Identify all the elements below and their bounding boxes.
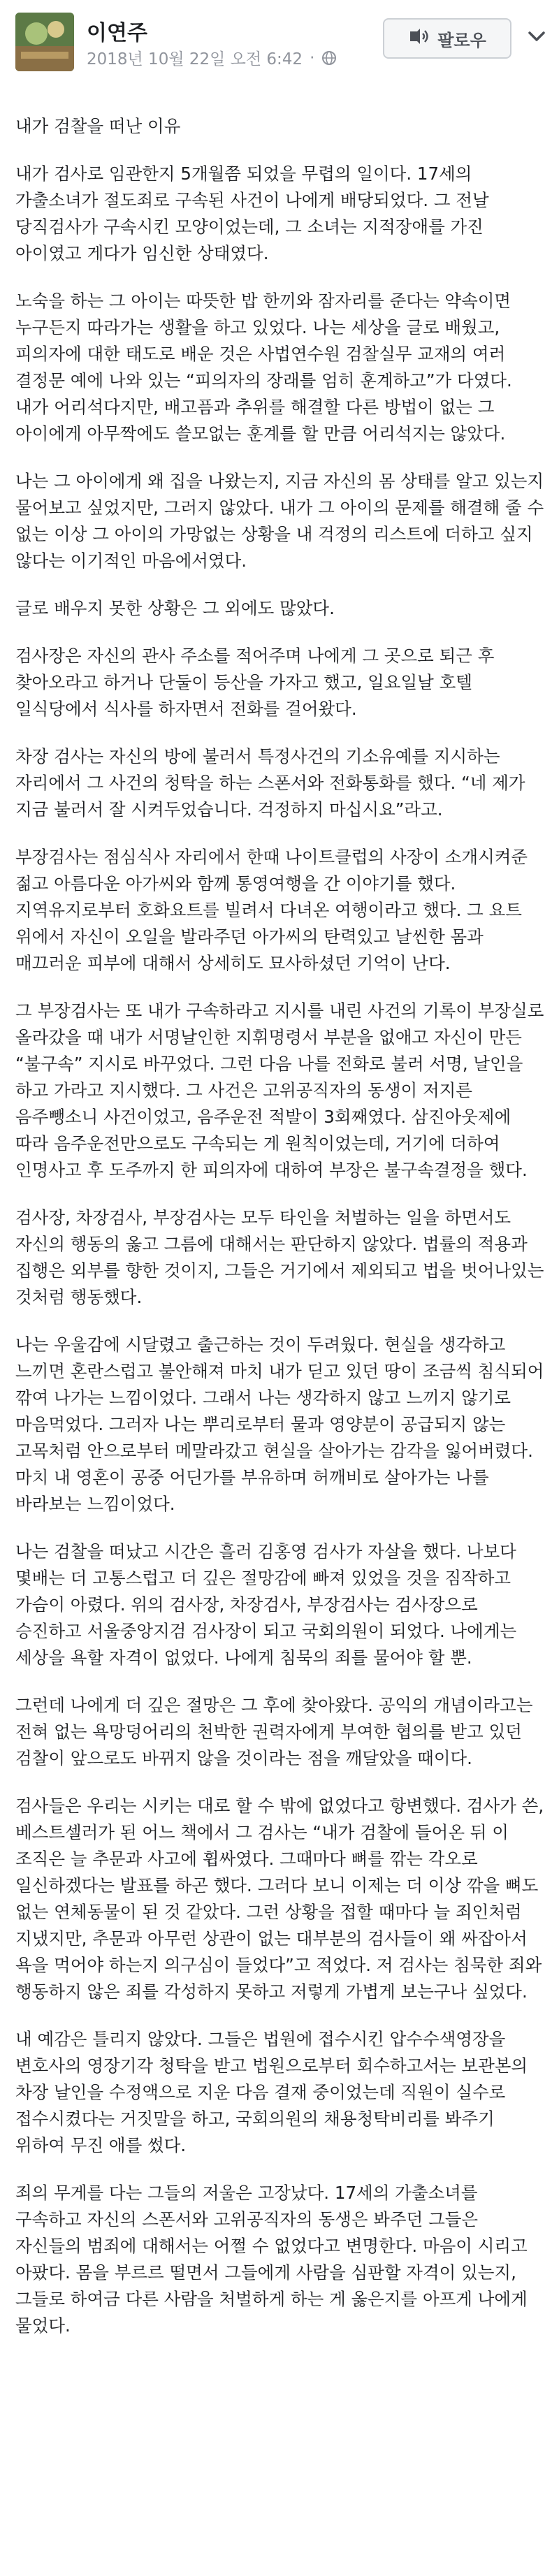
post-paragraph: 글로 배우지 못한 상황은 그 외에도 많았다. [15, 598, 335, 618]
post-paragraph: 그 부장검사는 또 내가 구속하라고 지시를 내린 사건의 기록이 부장실로 올라갔을 때 내가 서명날인한 지휘명령서 부분을 없애고 자신이 만든 “불구속” 지시로 바꾸었다. 그런 다음 나를 전화로 불러 서명, 날인을 하고 가라고 지시했다. 그 사건은 고위공직자의 동생이 저지른 음주뺑소니 사건이었고, 음주운전 적발이 3회째였다. 삼진아웃제에 따라 음주운전만으로도 구속되는 게 원칙이었는데, 거기에 더하여 인명사고 후 도주까지 한 피의자에 대하여 부장은 불구속결정을 했다. [15, 1000, 544, 1180]
post-paragraph: 내가 검사로 임관한지 5개월쯤 되었을 무렵의 일이다. 17세의 가출소녀가 절도죄로 구속된 사건이 나에게 배당되었다. 그 전날 당직검사가 구속시킨 모양이었는데, 그 소녀는 지적장애를 가진 아이였고 게다가 임신한 상태였다. [15, 163, 489, 263]
post-meta [87, 46, 337, 69]
post-body [15, 113, 545, 2360]
post-paragraph: 노숙을 하는 그 아이는 따뜻한 밥 한끼와 잠자리를 준다는 약속이면 누구든지 따라가는 생활을 하고 있었다. 나는 세상을 글로 배웠고, 피의자에 대한 태도로 배운 것은 사법연수원 검찰실무 교재의 여러 결정문 예에 나와 있는 “피의자의 장래를 엄히 훈계하고”가 다였다. 내가 어리석다지만, 배고픔과 추위를 해결할 다른 방법이 없는 그 아이에게 아무짝에도 쓸모없는 훈계를 할 만큼 어리석지는 않았다. [15, 291, 512, 444]
post-paragraph: 차장 검사는 자신의 방에 불러서 특정사건의 기소유예를 지시하는 자리에서 그 사건의 청탁을 하는 스폰서와 전화통화를 했다. “네 제가 지금 불러서 잘 시켜두었습니다. 걱정하지 마십시요”라고. [15, 746, 525, 820]
follow-label: 팔로우 [437, 30, 486, 50]
follow-icon [408, 27, 429, 50]
meta-separator: · [310, 48, 315, 67]
post-paragraph: 나는 검찰을 떠났고 시간은 흘러 김홍영 검사가 자살을 했다. 나보다 몇배는 더 고통스럽고 더 깊은 절망감에 빠져 있었을 것을 짐작하고 가슴이 아렸다. 위의 검사장, 차장검사, 부장검사는 검사장으로 승진하고 서울중앙지검 검사장이 되고 국회의원이 되었다. 나에게는 세상을 욕할 자격이 없었다. 나에게 침묵의 죄를 물어야 할 뿐. [15, 1541, 517, 1668]
post-timestamp[interactable]: 2018년 10월 22일 오전 6:42 [87, 50, 303, 68]
author-name[interactable]: 이연주 [87, 21, 147, 45]
post-paragraph: 죄의 무게를 다는 그들의 저울은 고장났다. 17세의 가출소녀를 구속하고 자신의 스폰서와 고위공직자의 동생은 봐주던 그들은 자신들의 범죄에 대해서는 어쩔 수 없었다고 변명한다. 마음이 시리고 아팠다. 몸을 부르르 떨면서 그들에게 사람을 심판할 자격이 있는지, 그들로 하여금 다른 사람을 처벌하게 하는 게 옳은지를 아프게 나에게 물었다. [15, 2183, 528, 2336]
avatar[interactable] [15, 13, 74, 71]
follow-button[interactable] [383, 18, 511, 59]
post-paragraph: 부장검사는 점심식사 자리에서 한때 나이트클럽의 사장이 소개시켜준 젊고 아름다운 아가씨와 함께 통영여행을 간 이야기를 했다. 지역유지로부터 호화요트를 빌려서 다녀온 여행이라고 했다. 그 요트 위에서 자신이 오일을 발라주던 아가씨의 탄력있고 날씬한 몸과 매끄러운 피부에 대해서 상세히도 묘사하셨던 기억이 난다. [15, 847, 528, 973]
post-paragraph: 그런데 나에게 더 깊은 절망은 그 후에 찾아왔다. 공익의 개념이라고는 전혀 없는 욕망덩어리의 천박한 권력자에게 부여한 협의를 받고 있던 검찰이 앞으로도 바뀌지 않을 것이라는 점을 깨달았을 때이다. [15, 1695, 533, 1768]
post-paragraph: 검사장, 차장검사, 부장검사는 모두 타인을 처벌하는 일을 하면서도 자신의 행동의 옳고 그름에 대해서는 판단하지 않았다. 법률의 적용과 집행은 외부를 향한 것이지, 그들은 거기에서 제외되고 법을 벗어나있는 것처럼 행동했다. [15, 1207, 544, 1307]
post-paragraph: 내 예감은 틀리지 않았다. 그들은 법원에 접수시킨 압수수색영장을 변호사의 영장기각 청탁을 받고 법원으로부터 회수하고서는 보관본의 차장 날인을 수정액으로 지운 다음 결재 중이었는데 직원이 실수로 접수시켰다는 거짓말을 하고, 국회의원의 채용청탁비리를 봐주기 위하여 무진 애를 썼다. [15, 2029, 528, 2155]
post-paragraph: 검사들은 우리는 시키는 대로 할 수 밖에 없었다고 항변했다. 검사가 쓴, 베스트셀러가 된 어느 책에서 그 검사는 “내가 검찰에 들어온 뒤 이 조직은 늘 추문과 사고에 휩싸였다. 그때마다 뼈를 깎는 각오로 일신하겠다는 발표를 하곤 했다. 그러다 보니 이제는 더 이상 깎을 뼈도 없는 연체동물이 된 것 같았다. 그런 상황을 접할 때마다 늘 죄인처럼 지냈지만, 추문과 아무런 상관이 없는 대부분의 검사들이 왜 싸잡아서 욕을 먹어야 하는지 의구심이 들었다”고 적었다. 저 검사는 침묵한 죄와 행동하지 않은 죄를 각성하지 못하고 저렇게 가볍게 보는구나 싶었다. [15, 1796, 544, 2002]
chevron-down-icon[interactable] [523, 22, 551, 50]
post-header [0, 0, 559, 77]
post-paragraph: 나는 그 아이에게 왜 집을 나왔는지, 지금 자신의 몸 상태를 알고 있는지 물어보고 싶었지만, 그러지 않았다. 내가 그 아이의 문제를 해결해 줄 수 없는 이상 그 아이의 가망없는 상황을 내 걱정의 리스트에 더하고 싶지 않다는 이기적인 마음에서였다. [15, 471, 544, 571]
post-paragraph: 검사장은 자신의 관사 주소를 적어주며 나에게 그 곳으로 퇴근 후 찾아오라고 하거나 단둘이 등산을 가자고 했고, 일요일날 호텔 일식당에서 식사를 하자면서 전화를 걸어왔다. [15, 646, 495, 719]
avatar-image [15, 13, 74, 71]
globe-icon [321, 50, 337, 66]
post-paragraph: 나는 우울감에 시달렸고 출근하는 것이 두려웠다. 현실을 생각하고 느끼면 혼란스럽고 불안해져 마치 내가 딛고 있던 땅이 조금씩 침식되어 깎여 나가는 느낌이었다. 그래서 나는 생각하지 않고 느끼지 않기로 마음먹었다. 그러자 나는 뿌리로부터 물과 영양분이 공급되지 않는 고목처럼 안으로부터 메말라갔고 현실을 살아가는 감각을 잃어버렸다. 마치 내 영혼이 공중 어딘가를 부유하며 허깨비로 살아가는 나를 바라보는 느낌이었다. [15, 1334, 544, 1514]
post-title: 내가 검찰을 떠난 이유 [15, 116, 181, 136]
